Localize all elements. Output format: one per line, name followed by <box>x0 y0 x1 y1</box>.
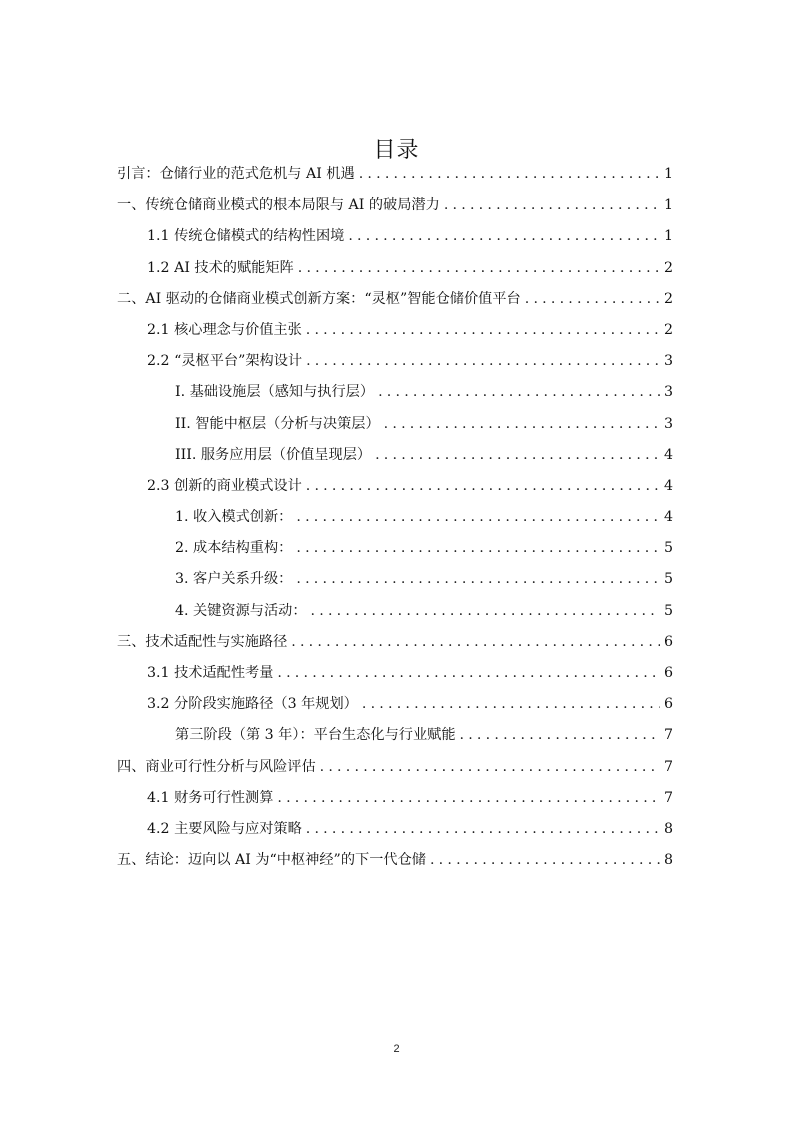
toc-entry-label: 1.1 传统仓储模式的结构性困境 <box>147 228 345 245</box>
dot-leader <box>298 260 660 276</box>
dot-leader <box>306 478 660 494</box>
toc-entry-page: 1 <box>663 228 673 245</box>
toc-entry-page: 3 <box>663 384 673 401</box>
dot-leader <box>378 384 660 400</box>
toc-entry-label: 四、商业可行性分析与风险评估 <box>117 758 316 775</box>
toc-entry[interactable] <box>117 849 673 880</box>
toc-entry[interactable] <box>117 693 673 724</box>
toc-entry[interactable] <box>117 350 673 381</box>
toc-entry[interactable] <box>117 724 673 755</box>
toc-entry-page: 7 <box>663 727 673 744</box>
dot-leader <box>359 166 660 182</box>
toc-entry-page: 1 <box>663 197 673 214</box>
dot-leader <box>291 634 660 650</box>
toc-entry-label: 4. 关键资源与活动： <box>175 602 307 619</box>
dot-leader <box>277 790 660 806</box>
toc-entry[interactable] <box>117 288 673 319</box>
toc-entry-page: 3 <box>663 353 673 370</box>
toc-entry[interactable] <box>117 662 673 693</box>
dot-leader <box>306 322 660 338</box>
toc-entry-label: 2. 成本结构重构： <box>175 540 293 557</box>
toc-entry-label: 4.1 财务可行性测算 <box>147 789 274 806</box>
toc-entry-label: III. 服务应用层（价值呈现层） <box>175 446 372 463</box>
toc-entry[interactable] <box>117 506 673 537</box>
dot-leader <box>375 447 660 463</box>
toc-entry[interactable] <box>117 537 673 568</box>
toc-entry-label: 2.3 创新的商业模式设计 <box>147 477 302 494</box>
toc-entry-page: 5 <box>663 602 673 619</box>
toc-entry[interactable] <box>117 319 673 350</box>
toc-entry[interactable] <box>117 381 673 412</box>
toc-entry-page: 2 <box>663 290 673 307</box>
toc-entry[interactable] <box>117 818 673 849</box>
toc-entry-label: 3.1 技术适配性考量 <box>147 665 274 681</box>
page-number: 2 <box>393 1043 400 1055</box>
toc-entry[interactable] <box>117 568 673 599</box>
toc-entry-page: 8 <box>663 852 673 869</box>
toc-entry-page: 4 <box>663 446 673 463</box>
dot-leader <box>277 665 660 681</box>
toc-entry-page: 4 <box>663 477 673 494</box>
toc-entry-label: 2.2 “灵枢平台”架构设计 <box>147 353 303 370</box>
toc-entry[interactable] <box>117 475 673 506</box>
toc-entry-page: 6 <box>663 633 673 650</box>
dot-leader <box>444 197 660 213</box>
toc-entry[interactable] <box>117 631 673 662</box>
toc-entry[interactable] <box>117 600 673 631</box>
dot-leader <box>525 291 660 307</box>
toc-entry-page: 1 <box>663 166 673 182</box>
toc-entry-page: 6 <box>663 696 673 713</box>
toc-entry-label: 1.2 AI 技术的赋能矩阵 <box>147 259 294 276</box>
dot-leader <box>306 353 660 369</box>
toc-entry-page: 5 <box>663 540 673 557</box>
toc-entry-page: 7 <box>663 758 673 775</box>
toc-entry[interactable] <box>117 444 673 475</box>
toc-entry-label: I. 基础设施层（感知与执行层） <box>175 384 375 401</box>
toc-entry[interactable] <box>117 163 673 194</box>
dot-leader <box>311 603 660 619</box>
toc-entry[interactable] <box>117 225 673 256</box>
toc-entry[interactable] <box>117 257 673 288</box>
toc-title: 目录 <box>373 137 420 163</box>
toc-entry-page: 3 <box>663 415 673 432</box>
toc-entry-label: 二、AI 驱动的仓储商业模式创新方案：“灵枢”智能仓储价值平台 <box>117 290 521 307</box>
dot-leader <box>430 852 660 868</box>
toc-entry[interactable] <box>117 787 673 818</box>
dot-leader <box>320 759 660 775</box>
dot-leader <box>296 509 660 525</box>
toc-entry-page: 5 <box>663 571 673 588</box>
toc-entry-label: 一、传统仓储商业模式的根本局限与 AI 的破局潜力 <box>117 197 440 214</box>
toc-entry-page: 2 <box>663 321 673 338</box>
dot-leader <box>460 727 660 743</box>
toc-entry[interactable] <box>117 194 673 225</box>
toc-entry-label: 三、技术适配性与实施路径 <box>117 633 288 650</box>
dot-leader <box>306 821 660 837</box>
toc-entry-page: 8 <box>663 820 673 837</box>
toc-entry-label: 引言：仓储行业的范式危机与 AI 机遇 <box>117 166 355 182</box>
toc-entry-page: 6 <box>663 665 673 681</box>
toc-entry-label: 五、结论：迈向以 AI 为“中枢神经”的下一代仓储 <box>117 852 426 869</box>
toc-entry-page: 7 <box>663 789 673 806</box>
toc-entry-label: 3. 客户关系升级： <box>175 571 293 588</box>
toc-entry[interactable] <box>117 413 673 444</box>
dot-leader <box>384 416 660 432</box>
toc-entry-label: 3.2 分阶段实施路径（3 年规划） <box>147 696 358 713</box>
toc-entry[interactable] <box>117 756 673 787</box>
dot-leader <box>362 696 660 712</box>
dot-leader <box>296 571 660 587</box>
toc-entry-label: 4.2 主要风险与应对策略 <box>147 820 302 837</box>
dot-leader <box>296 540 660 556</box>
toc-entry-label: 第三阶段（第 3 年）：平台生态化与行业赋能 <box>175 727 456 744</box>
toc-entry-page: 2 <box>663 259 673 276</box>
toc-entry-page: 4 <box>663 509 673 526</box>
toc-entry-label: 1. 收入模式创新： <box>175 509 293 526</box>
table-of-contents <box>117 163 673 880</box>
toc-entry-label: 2.1 核心理念与价值主张 <box>147 321 302 338</box>
toc-entry-label: II. 智能中枢层（分析与决策层） <box>175 415 380 432</box>
dot-leader <box>348 228 660 244</box>
